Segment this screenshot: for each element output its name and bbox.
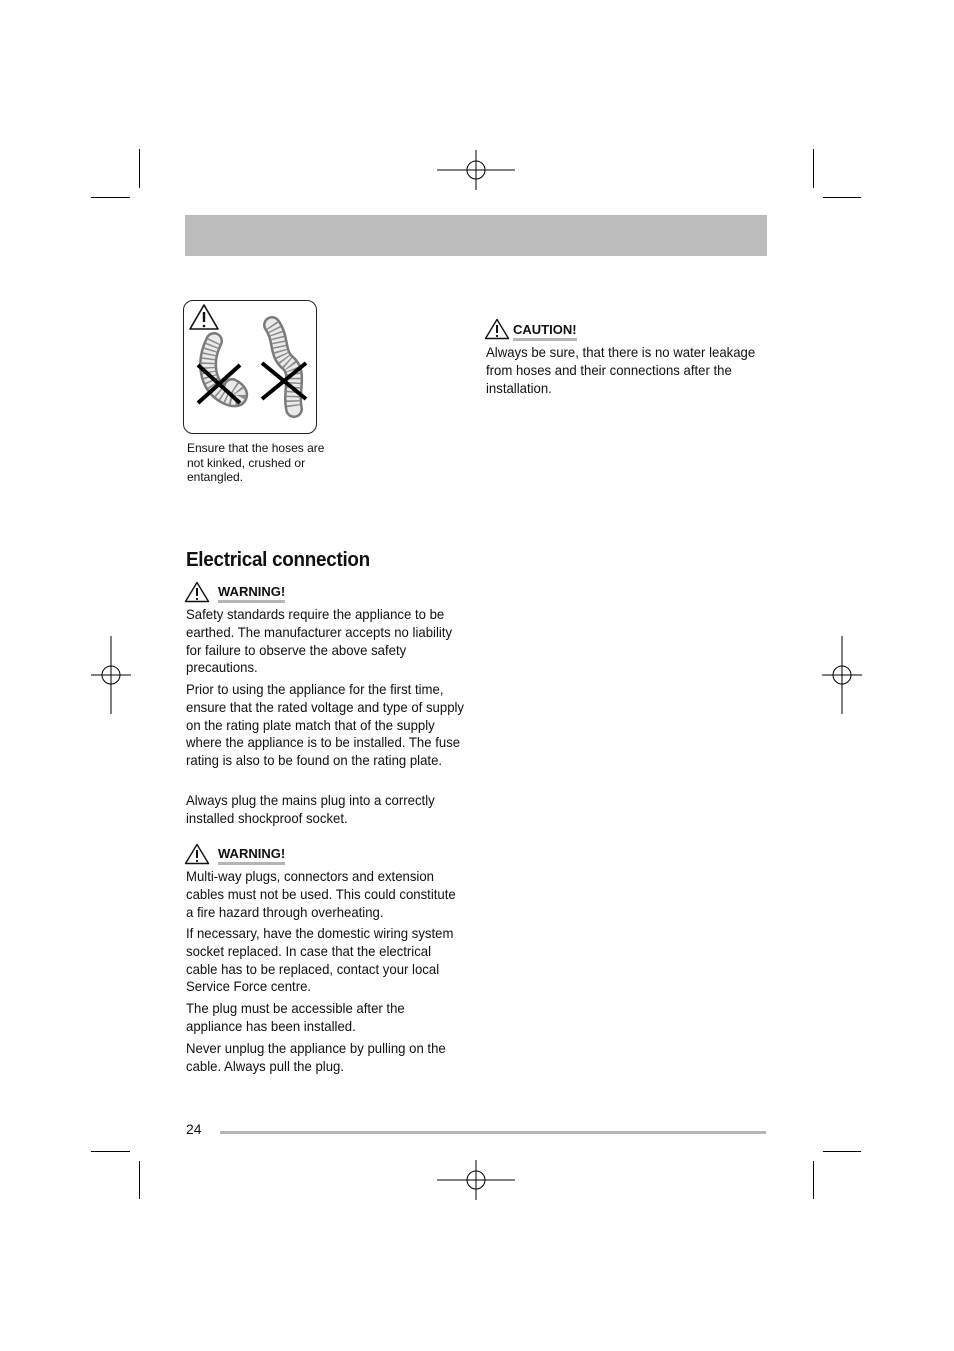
warning-triangle-icon	[184, 843, 210, 865]
warning-title: WARNING!	[218, 584, 285, 603]
paragraph: Always plug the mains plug into a correctly installed shockproof socket.	[186, 792, 435, 826]
figure-caption: Ensure that the hoses are not kinked, crushed or entangled.	[187, 441, 325, 484]
caution-text: Always be sure, that there is no water leakage from hoses and their connections after the installation.	[486, 344, 756, 396]
warning-title: WARNING!	[218, 846, 285, 865]
warning-triangle-icon	[484, 318, 510, 340]
footer-rule	[220, 1131, 766, 1134]
kinked-hose-icon	[272, 325, 294, 409]
warning-triangle-icon	[190, 305, 218, 329]
page-number: 24	[186, 1121, 202, 1137]
warning-triangle-icon	[184, 581, 210, 603]
caution-title: CAUTION!	[513, 322, 577, 341]
paragraph: If necessary, have the domestic wiring system socket replaced. In case that the electrical cable has to be replaced, contact your local Service Force centre.	[186, 925, 454, 995]
section-title: Electrical connection	[186, 548, 370, 571]
hose-illustration	[183, 300, 317, 434]
registration-mark-icon	[437, 1160, 515, 1200]
header-bar	[185, 215, 767, 256]
paragraph: Never unplug the appliance by pulling on the cable. Always pull the plug.	[186, 1040, 446, 1074]
paragraph: Multi-way plugs, connectors and extension cables must not be used. This could constitute a fire hazard through overheating.	[186, 868, 456, 920]
paragraph: Prior to using the appliance for the first time, ensure that the rated voltage and type of supply on the rating plate match that of the supply where the appliance is to be installed. The fuse rating is also to be found on the rating plate.	[186, 681, 465, 769]
paragraph: Safety standards require the appliance to be earthed. The manufacturer accepts no liability for failure to observe the above safety precautions.	[186, 606, 453, 676]
registration-mark-icon	[437, 150, 515, 190]
registration-mark-icon	[91, 636, 131, 714]
paragraph: The plug must be accessible after the appliance has been installed.	[186, 1000, 405, 1034]
registration-mark-icon	[822, 636, 862, 714]
